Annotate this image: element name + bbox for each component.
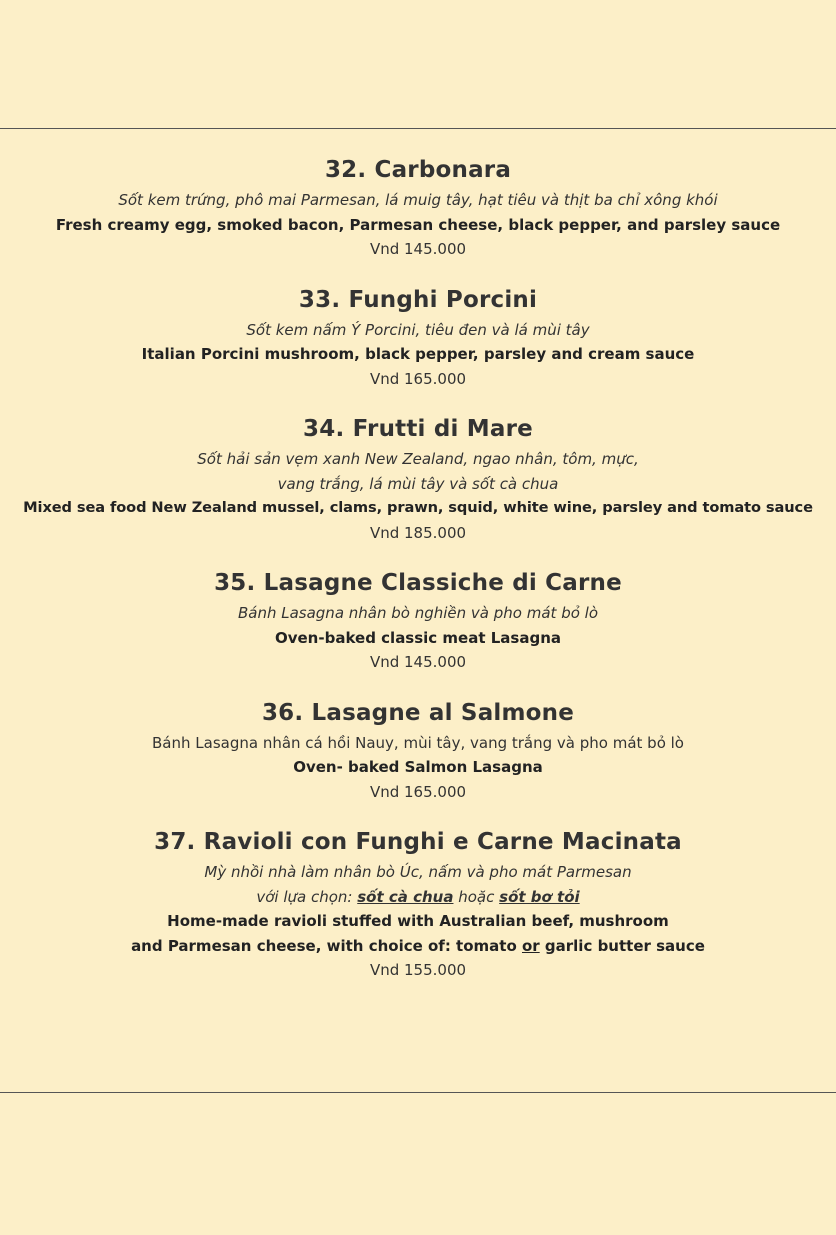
item-title: 37. Ravioli con Funghi e Carne Macinata — [154, 829, 682, 855]
item-price: Vnd 165.000 — [369, 782, 467, 801]
choice-en-or: or — [521, 936, 540, 955]
choice-option-garlic-butter: sốt bơ tỏi — [499, 887, 580, 906]
item-title: 35. Lasagne Classiche di Carne — [214, 570, 622, 596]
item-description-vi: Bánh Lasagna nhân cá hồi Nauy, mùi tây, vang trắng và pho mát bỏ lò — [152, 733, 684, 752]
item-description-en: Fresh creamy egg, smoked bacon, Parmesan cheese, black pepper, and parsley sauce — [55, 215, 781, 234]
item-title: 34. Frutti di Mare — [303, 416, 533, 442]
top-divider — [0, 128, 836, 129]
item-title: 33. Funghi Porcini — [298, 286, 538, 313]
item-description-en: Home-made ravioli stuffed with Australian beef, mushroom — [167, 912, 669, 930]
menu-list — [0, 152, 836, 983]
choice-en-prefix: and Parmesan cheese, with choice of: tomato — [131, 936, 522, 955]
menu-item-lasagne-carne — [0, 565, 836, 675]
item-price: Vnd 145.000 — [369, 240, 467, 258]
choice-mid: hoặc — [453, 887, 500, 906]
choice-option-tomato: sốt cà chua — [357, 887, 454, 906]
item-description-en: Mixed sea food New Zealand mussel, clams, prawn, squid, white wine, parsley and tomato sauce — [23, 499, 813, 516]
item-description-en: Oven-baked classic meat Lasagna — [274, 628, 562, 647]
bottom-divider — [0, 1092, 836, 1093]
item-title: 36. Lasagne al Salmone — [261, 699, 575, 726]
item-price: Vnd 165.000 — [369, 369, 467, 388]
menu-item-ravioli — [0, 824, 836, 983]
choice-prefix: với lựa chọn: — [256, 887, 358, 906]
item-description-vi: vang trắng, lá mùi tây và sốt cà chua — [277, 474, 559, 493]
item-description-vi: Sốt hải sản vẹm xanh New Zealand, ngao nhân, tôm, mực, — [197, 450, 639, 468]
item-price: Vnd 145.000 — [369, 653, 467, 671]
menu-item-funghi-porcini — [0, 282, 836, 392]
menu-item-carbonara — [0, 152, 836, 262]
item-description-vi: Bánh Lasagna nhân bò nghiền và pho mát bỏ lò — [237, 604, 599, 622]
item-description-vi: Sốt kem trứng, phô mai Parmesan, lá muig tây, hạt tiêu và thịt ba chỉ xông khói — [118, 191, 718, 209]
item-price: Vnd 185.000 — [369, 523, 467, 542]
item-title: 32. Carbonara — [324, 157, 512, 183]
choice-en-suffix: garlic butter sauce — [539, 936, 705, 955]
item-description-en: Oven- baked Salmon Lasagna — [293, 758, 543, 776]
menu-item-lasagne-salmone — [0, 695, 836, 805]
item-description-en: Italian Porcini mushroom, black pepper, parsley and cream sauce — [141, 345, 695, 363]
menu-item-frutti-di-mare — [0, 411, 836, 545]
item-description-vi: Sốt kem nấm Ý Porcini, tiêu đen và lá mùi tây — [246, 320, 590, 339]
item-choice-vi — [0, 885, 836, 910]
item-choice-en — [0, 934, 836, 959]
item-description-vi: Mỳ nhồi nhà làm nhân bò Úc, nấm và pho mát Parmesan — [204, 863, 632, 881]
item-price: Vnd 155.000 — [369, 961, 467, 979]
